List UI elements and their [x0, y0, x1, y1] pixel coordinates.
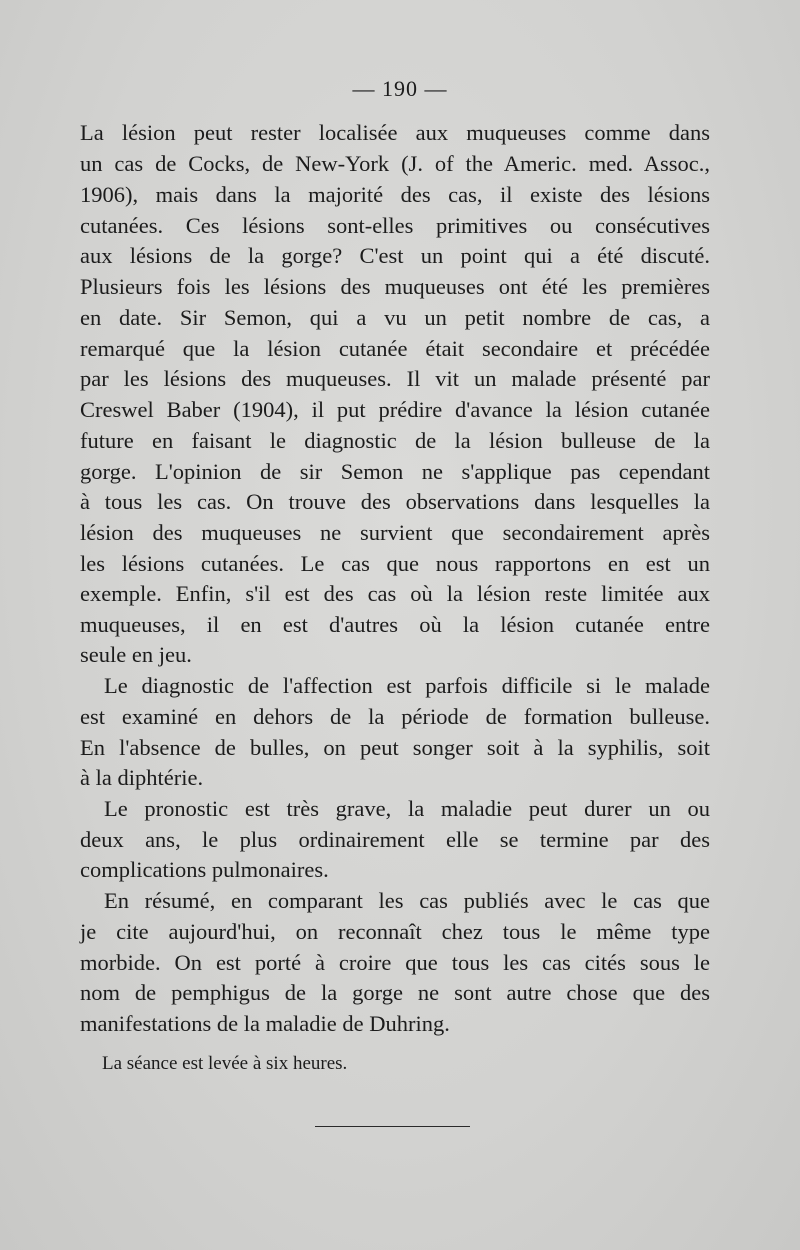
text-line: muqueuses, il en est d'autres où la lésion cutanée entre — [80, 612, 710, 637]
text-line: gorge. L'opinion de sir Semon ne s'applique pas cependant — [80, 459, 710, 484]
text-line: à la diphtérie. — [80, 765, 204, 790]
text-line: cutanées. Ces lésions sont-elles primitives ou consécutives — [80, 213, 710, 238]
text-line: Le diagnostic de l'affection est parfois difficile si le malade — [104, 673, 710, 698]
text-line: nom de pemphigus de la gorge ne sont autre chose que des — [80, 980, 710, 1005]
text-line: La lésion peut rester localisée aux muqueuses comme dans — [80, 120, 710, 145]
text-line: En résumé, en comparant les cas publiés avec le cas que — [104, 888, 710, 913]
text-line: les lésions cutanées. Le cas que nous rapportons en est un — [80, 551, 710, 576]
text-line: manifestations de la maladie de Duhring. — [80, 1011, 450, 1036]
text-line: complications pulmonaires. — [80, 857, 329, 882]
end-rule — [315, 1126, 470, 1127]
text-line: seule en jeu. — [80, 642, 192, 667]
closing-statement: La séance est levée à six heures. — [102, 1053, 348, 1074]
text-line: remarqué que la lésion cutanée était secondaire et précédée — [80, 336, 710, 361]
page-number: — 190 — — [352, 76, 448, 101]
text-line: morbide. On est porté à croire que tous les cas cités sous le — [80, 950, 710, 975]
text-line: En l'absence de bulles, on peut songer soit à la syphilis, soit — [80, 735, 710, 760]
text-line: 1906), mais dans la majorité des cas, il existe des lésions — [80, 182, 710, 207]
text-line: lésion des muqueuses ne survient que secondairement après — [80, 520, 710, 545]
text-line: Creswel Baber (1904), il put prédire d'avance la lésion cutanée — [80, 397, 710, 422]
text-line: est examiné en dehors de la période de formation bulleuse. — [80, 704, 710, 729]
text-line: en date. Sir Semon, qui a vu un petit nombre de cas, a — [80, 305, 710, 330]
text-line: je cite aujourd'hui, on reconnaît chez tous le même type — [80, 919, 710, 944]
text-line: future en faisant le diagnostic de la lésion bulleuse de la — [80, 428, 710, 453]
text-line: deux ans, le plus ordinairement elle se termine par des — [80, 827, 710, 852]
text-line: Le pronostic est très grave, la maladie peut durer un ou — [104, 796, 710, 821]
text-line: par les lésions des muqueuses. Il vit un malade présenté par — [80, 366, 710, 391]
text-line: un cas de Cocks, de New-York (J. of the Americ. med. Assoc., — [80, 151, 710, 176]
text-line: exemple. Enfin, s'il est des cas où la lésion reste limitée aux — [80, 581, 710, 606]
text-line: Plusieurs fois les lésions des muqueuses ont été les premières — [80, 274, 710, 299]
text-line: aux lésions de la gorge? C'est un point qui a été discuté. — [80, 243, 710, 268]
text-line: à tous les cas. On trouve des observations dans lesquelles la — [80, 489, 710, 514]
